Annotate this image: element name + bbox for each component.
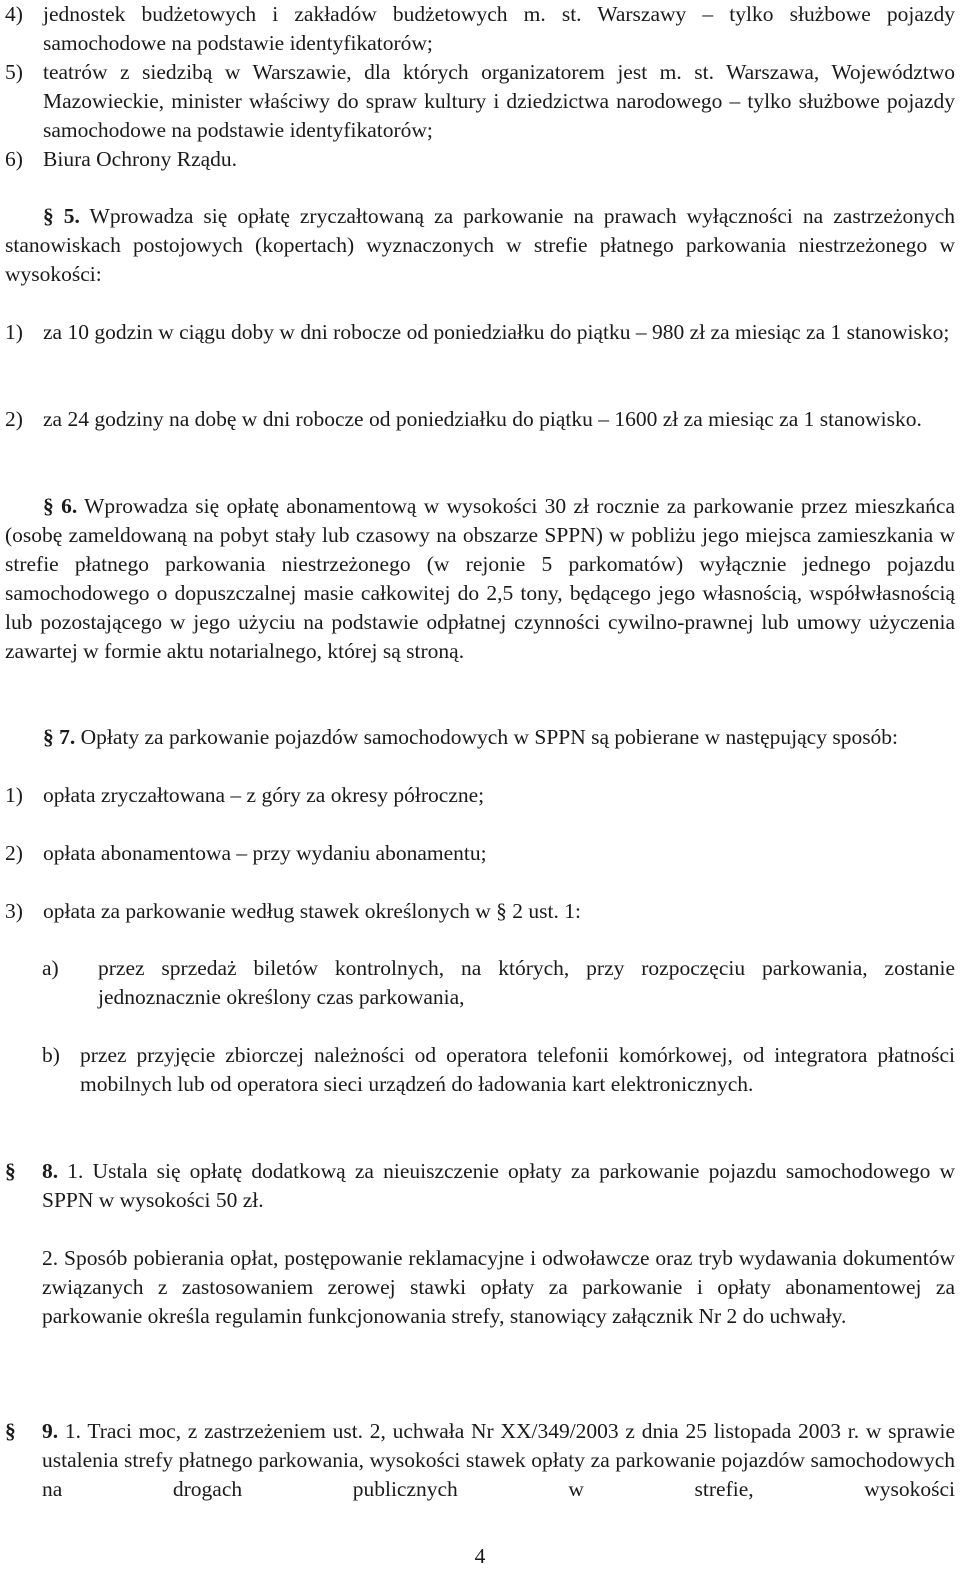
section-number: 6. — [61, 494, 78, 518]
section-7-subitem-a — [42, 954, 955, 1012]
list-item-number: 2) — [5, 841, 23, 865]
section-text: Wprowadza się opłatę zryczałtowaną za parkowanie na prawach wyłączności na zastrzeżonych stanowiskach postojowych (kopertach) wyznaczonych w strefie płatnego parkowania niestrzeżonego w wysokości: — [5, 204, 955, 286]
page-number: 4 — [474, 1544, 486, 1568]
section-number: 9. — [42, 1419, 59, 1443]
list-item-5 — [5, 58, 955, 145]
section-sign: § — [43, 204, 54, 228]
list-item-text: przez sprzedaż biletów kontrolnych, na których, przy rozpoczęciu parkowania, zostanie jednoznacznie określony czas parkowania, — [98, 956, 955, 1009]
section-text: Opłaty za parkowanie pojazdów samochodowych w SPPN są pobierane w następujący sposób: — [80, 725, 899, 749]
section-number: 8. — [42, 1159, 59, 1183]
section-8-label — [5, 1157, 16, 1186]
section-5 — [5, 202, 955, 289]
section-9-label — [5, 1417, 16, 1446]
list-item-text: przez przyjęcie zbiorczej należności od operatora telefonii komórkowej, od integratora płatności mobilnych lub od operatora sieci urządzeń do ładowania kart elektronicznych. — [80, 1043, 955, 1096]
section-sign: § — [43, 494, 54, 518]
paragraph-text: 1. Ustala się opłatę dodatkową za nieuiszczenie opłaty za parkowanie pojazdu samochodowego w SPPN w wysokości 50 zł. — [42, 1159, 956, 1212]
section-sign: § — [43, 725, 54, 749]
list-item-text: teatrów z siedzibą w Warszawie, dla których organizatorem jest m. st. Warszawa, Województwo Mazowieckie, minister właściwy do spraw kultury i dziedzictwa narodowego – tylko służbowe pojazdy samochodowe na podstawie identyfikatorów; — [43, 60, 955, 142]
list-item-number: 1) — [5, 320, 23, 344]
list-item-number: 4) — [5, 2, 23, 26]
section-9-par-1 — [42, 1417, 955, 1504]
section-8 — [5, 1157, 956, 1215]
list-item-number: 5) — [5, 60, 23, 84]
list-item-text: za 10 godzin w ciągu doby w dni robocze od poniedziałku do piątku – 980 zł za miesiąc za 1 stanowisko; — [43, 320, 950, 344]
list-item-text: za 24 godziny na dobę w dni robocze od poniedziałku do piątku – 1600 zł za miesiąc za 1 stanowisko. — [43, 407, 922, 431]
section-sign: § — [5, 1159, 16, 1183]
section-text: Wprowadza się opłatę abonamentową w wysokości 30 zł rocznie za parkowanie przez mieszkańca (osobę zameldowaną na pobyt stały lub czasowy na obszarze SPPN) w pobliżu jego miejsca zamieszkania w strefie płatnego parkowania niestrzeżonego (w rejonie 5 parkomatów) wyłącznie jednego pojazdu samochodowego o dopuszczalnej masie całkowitej do 2,5 tony, będącego jego własnością, współwłasnością lub pozostającego w jego użyciu na podstawie odpłatnej czynności cywilno-prawnej lub umowy użyczenia zawartej w formie aktu notarialnego, której są stroną. — [5, 494, 955, 663]
section-7-item-2 — [5, 839, 955, 868]
list-item-text: Biura Ochrony Rządu. — [43, 147, 238, 171]
section-6 — [5, 492, 955, 666]
list-item-text: opłata abonamentowa – przy wydaniu abonamentu; — [43, 841, 487, 865]
paragraph-text: 1. Traci moc, z zastrzeżeniem ust. 2, uchwała Nr XX/349/2003 z dnia 25 listopada 2003 r. w sprawie ustalenia strefy płatnego parkowania, wysokości stawek opłaty za parkowanie pojazdów samochodowych na drogach publicznych w strefie, wysokości — [42, 1419, 956, 1501]
section-8-par-1 — [42, 1157, 955, 1215]
section-5-item-2 — [5, 405, 955, 434]
list-item-number: 2) — [5, 407, 23, 431]
section-sign: § — [5, 1419, 16, 1443]
section-9 — [5, 1417, 956, 1504]
list-item-text: opłata zryczałtowana – z góry za okresy półroczne; — [43, 783, 485, 807]
section-8-par-2 — [42, 1244, 955, 1331]
section-number: 7. — [59, 725, 76, 749]
section-7 — [5, 723, 955, 752]
list-item-number: 6) — [5, 147, 23, 171]
section-7-item-1 — [5, 781, 955, 810]
section-7-subitem-b — [42, 1041, 955, 1099]
section-5-item-1 — [5, 318, 955, 347]
paragraph-text: 2. Sposób pobierania opłat, postępowanie reklamacyjne i odwoławcze oraz tryb wydawania dokumentów związanych z zastosowaniem zerowej stawki opłaty za parkowanie i opłaty abonamentowej za parkowanie określa regulamin funkcjonowania strefy, stanowiący załącznik Nr 2 do uchwały. — [42, 1246, 955, 1328]
list-item-number: 1) — [5, 783, 23, 807]
section-number: 5. — [63, 204, 80, 228]
list-item-letter: a) — [42, 956, 59, 980]
list-item-text: jednostek budżetowych i zakładów budżetowych m. st. Warszawy – tylko służbowe pojazdy samochodowe na podstawie identyfikatorów; — [43, 2, 955, 55]
list-item-6 — [5, 145, 955, 174]
section-7-item-3 — [5, 897, 955, 926]
list-item-text: opłata za parkowanie według stawek określonych w § 2 ust. 1: — [43, 899, 581, 923]
list-item-4 — [5, 0, 955, 58]
list-item-number: 3) — [5, 899, 23, 923]
list-item-letter: b) — [42, 1043, 60, 1067]
